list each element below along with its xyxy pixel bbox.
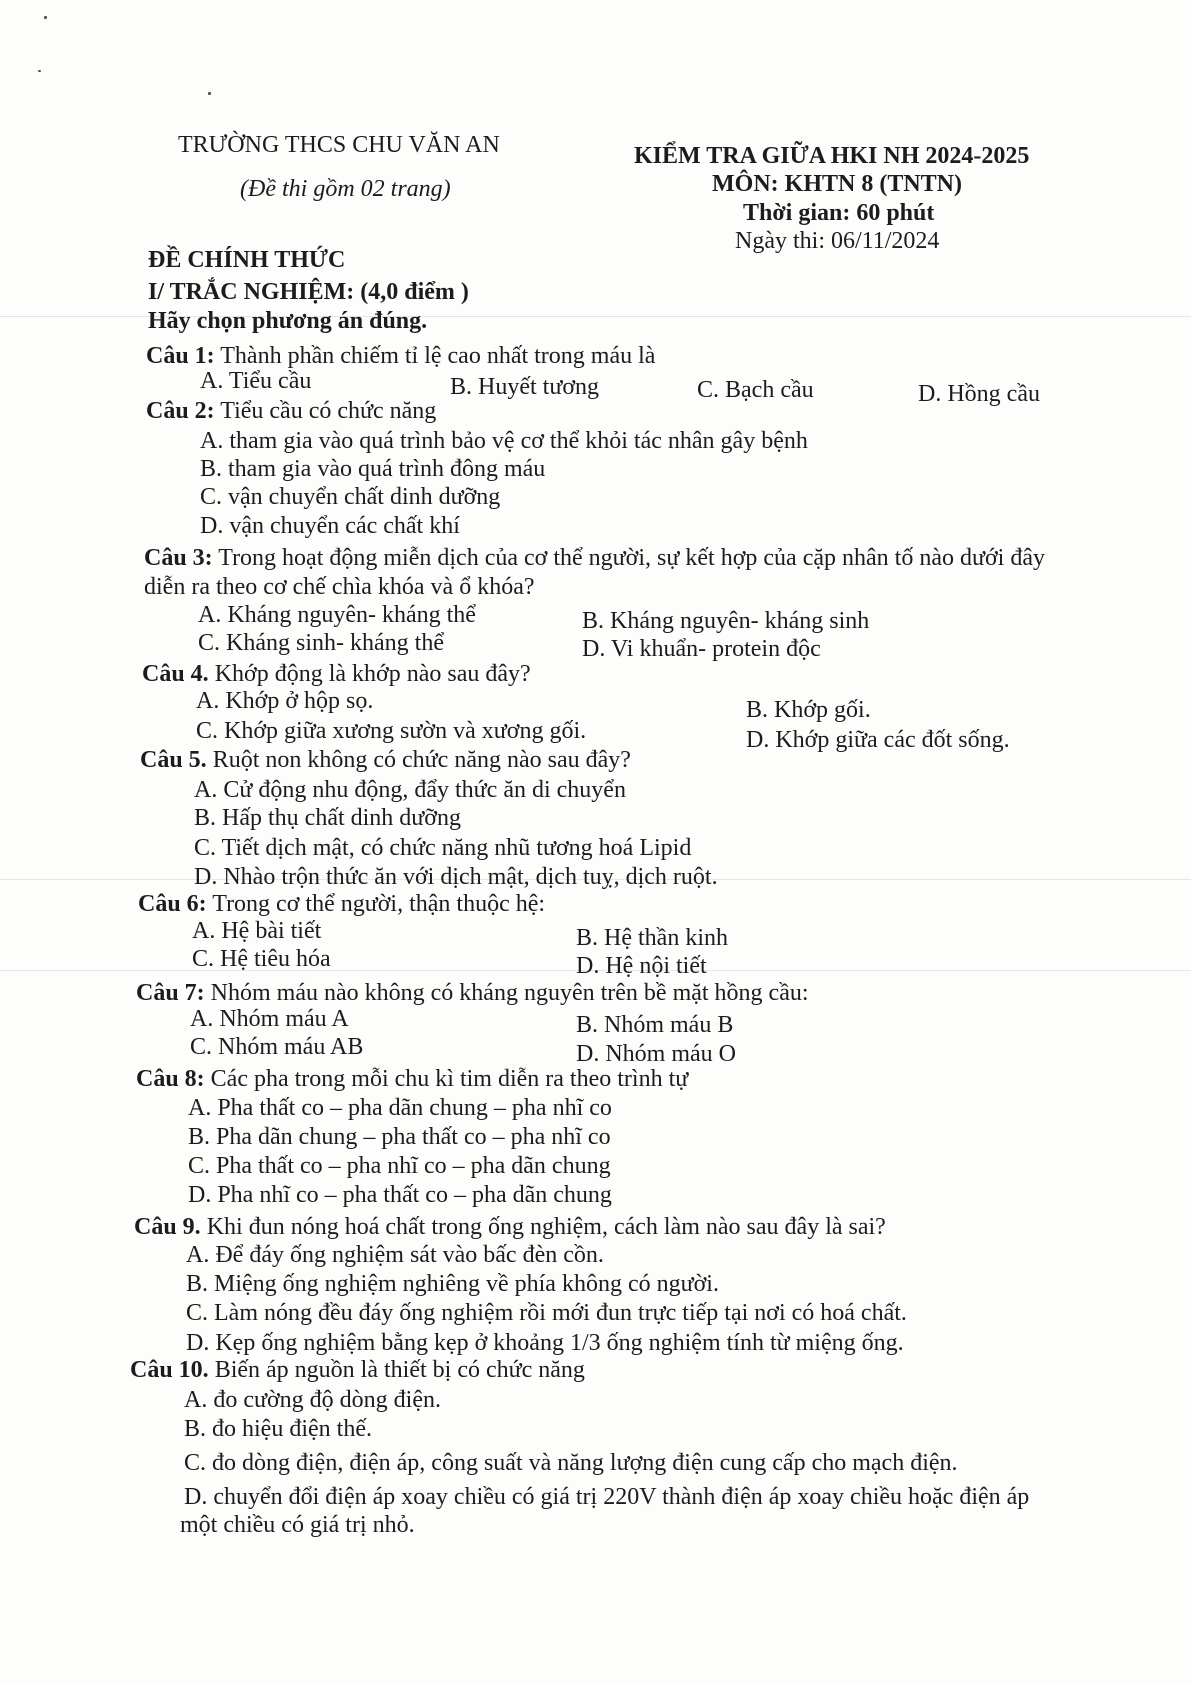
option-10d-cont: một chiều có giá trị nhỏ. [180,1512,415,1538]
option-8d[interactable]: D. Pha nhĩ co – pha thất co – pha dãn chung [188,1182,612,1208]
school-name: TRƯỜNG THCS CHU VĂN AN [178,132,500,158]
scan-speck [38,70,41,72]
question-label: Câu 1: [146,343,215,369]
question-text: Biến áp nguồn là thiết bị có chức năng [214,1357,585,1383]
section-title: I/ TRẮC NGHIỆM: (4,0 điểm ) [148,279,469,305]
question-text: Khi đun nóng hoá chất trong ống nghiệm, cách làm nào sau đây là sai? [206,1214,886,1240]
option-10d[interactable]: D. chuyển đổi điện áp xoay chiều có giá trị 220V thành điện áp xoay chiều hoặc điện áp [184,1484,1030,1510]
exam-duration: Thời gian: 60 phút [743,200,935,226]
option-4c[interactable]: C. Khớp giữa xương sườn và xương gối. [196,718,587,744]
option-7c[interactable]: C. Nhóm máu AB [190,1034,364,1060]
question-label: Câu 3: [144,545,213,571]
option-9a[interactable]: A. Để đáy ống nghiệm sát vào bấc đèn cồn. [186,1242,604,1268]
exam-subject: MÔN: KHTN 8 (TNTN) [712,171,962,197]
question-3 [144,545,1045,572]
option-1a[interactable]: A. Tiểu cầu [200,368,312,394]
question-10 [130,1357,585,1384]
option-10b[interactable]: B. đo hiệu điện thế. [184,1416,372,1442]
question-text: Các pha trong mỗi chu kì tim diễn ra theo trình tự [210,1066,689,1092]
option-6a[interactable]: A. Hệ bài tiết [192,918,322,944]
question-label: Câu 8: [136,1066,205,1092]
option-9b[interactable]: B. Miệng ống nghiệm nghiêng về phía không có người. [186,1271,719,1297]
option-6c[interactable]: C. Hệ tiêu hóa [192,946,331,972]
question-8 [136,1066,688,1093]
option-2d[interactable]: D. vận chuyển các chất khí [200,513,460,539]
pages-note: (Đề thi gồm 02 trang) [240,176,451,202]
option-7d[interactable]: D. Nhóm máu O [576,1041,736,1067]
option-10c[interactable]: C. đo dòng điện, điện áp, công suất và năng lượng điện cung cấp cho mạch điện. [184,1450,958,1476]
question-3-cont: diễn ra theo cơ chế chìa khóa và ổ khóa? [144,574,535,600]
question-7 [136,980,809,1007]
option-6b[interactable]: B. Hệ thần kinh [576,925,728,951]
option-3c[interactable]: C. Kháng sinh- kháng thể [198,630,444,656]
option-5c[interactable]: C. Tiết dịch mật, có chức năng nhũ tương hoá Lipid [194,835,692,861]
question-5 [140,747,631,774]
question-label: Câu 4. [142,661,209,687]
option-2c[interactable]: C. vận chuyển chất dinh dưỡng [200,484,501,510]
option-10a[interactable]: A. đo cường độ dòng điện. [184,1387,442,1413]
question-text: Tiểu cầu có chức năng [220,398,437,424]
question-4 [142,661,531,688]
question-label: Câu 7: [136,980,205,1006]
option-8a[interactable]: A. Pha thất co – pha dãn chung – pha nhĩ co [188,1095,612,1121]
question-label: Câu 9. [134,1214,201,1240]
option-2b[interactable]: B. tham gia vào quá trình đông máu [200,456,546,482]
question-label: Câu 2: [146,398,215,424]
question-text: Nhóm máu nào không có kháng nguyên trên bề mặt hồng cầu: [210,980,809,1006]
question-text: Trong cơ thể người, thận thuộc hệ: [212,891,546,917]
option-5b[interactable]: B. Hấp thụ chất dinh dưỡng [194,805,461,831]
option-4a[interactable]: A. Khớp ở hộp sọ. [196,688,374,714]
option-8b[interactable]: B. Pha dãn chung – pha thất co – pha nhĩ co [188,1124,611,1150]
option-1c[interactable]: C. Bạch cầu [697,377,814,403]
option-5d[interactable]: D. Nhào trộn thức ăn với dịch mật, dịch tuỵ, dịch ruột. [194,864,718,890]
option-5a[interactable]: A. Cử động nhu động, đẩy thức ăn di chuyển [194,777,626,803]
exam-title: KIỂM TRA GIỮA HKI NH 2024-2025 [634,143,1030,169]
scan-speck [208,92,211,95]
option-2a[interactable]: A. tham gia vào quá trình bảo vệ cơ thể khỏi tác nhân gây bệnh [200,428,808,454]
question-text: Ruột non không có chức năng nào sau đây? [212,747,631,773]
section-instruction: Hãy chọn phương án đúng. [148,308,428,334]
question-9 [134,1214,886,1241]
option-7b[interactable]: B. Nhóm máu B [576,1012,734,1038]
question-text: Thành phần chiếm tỉ lệ cao nhất trong máu là [220,343,656,369]
question-label: Câu 10. [130,1357,209,1383]
option-3a[interactable]: A. Kháng nguyên- kháng thể [198,602,476,628]
question-text: Trong hoạt động miễn dịch của cơ thể người, sự kết hợp của cặp nhân tố nào dưới đây [218,545,1045,571]
question-6 [138,891,545,918]
option-9d[interactable]: D. Kẹp ống nghiệm bằng kẹp ở khoảng 1/3 ống nghiệm tính từ miệng ống. [186,1330,904,1356]
option-9c[interactable]: C. Làm nóng đều đáy ống nghiệm rồi mới đun trực tiếp tại nơi có hoá chất. [186,1300,907,1326]
option-1d[interactable]: D. Hồng cầu [918,381,1040,407]
official-label: ĐỀ CHÍNH THỨC [148,247,346,273]
question-label: Câu 6: [138,891,207,917]
option-3b[interactable]: B. Kháng nguyên- kháng sinh [582,608,870,634]
option-7a[interactable]: A. Nhóm máu A [190,1006,349,1032]
question-text: Khớp động là khớp nào sau đây? [214,661,531,687]
option-4d[interactable]: D. Khớp giữa các đốt sống. [746,727,1010,753]
option-6d[interactable]: D. Hệ nội tiết [576,953,707,979]
option-4b[interactable]: B. Khớp gối. [746,697,871,723]
question-1 [146,343,655,370]
question-2 [146,398,436,425]
option-8c[interactable]: C. Pha thất co – pha nhĩ co – pha dãn chung [188,1153,611,1179]
option-3d[interactable]: D. Vi khuẩn- protein độc [582,636,821,662]
option-1b[interactable]: B. Huyết tương [450,374,600,400]
exam-date: Ngày thi: 06/11/2024 [735,228,940,254]
scan-speck [44,16,47,19]
question-label: Câu 5. [140,747,207,773]
